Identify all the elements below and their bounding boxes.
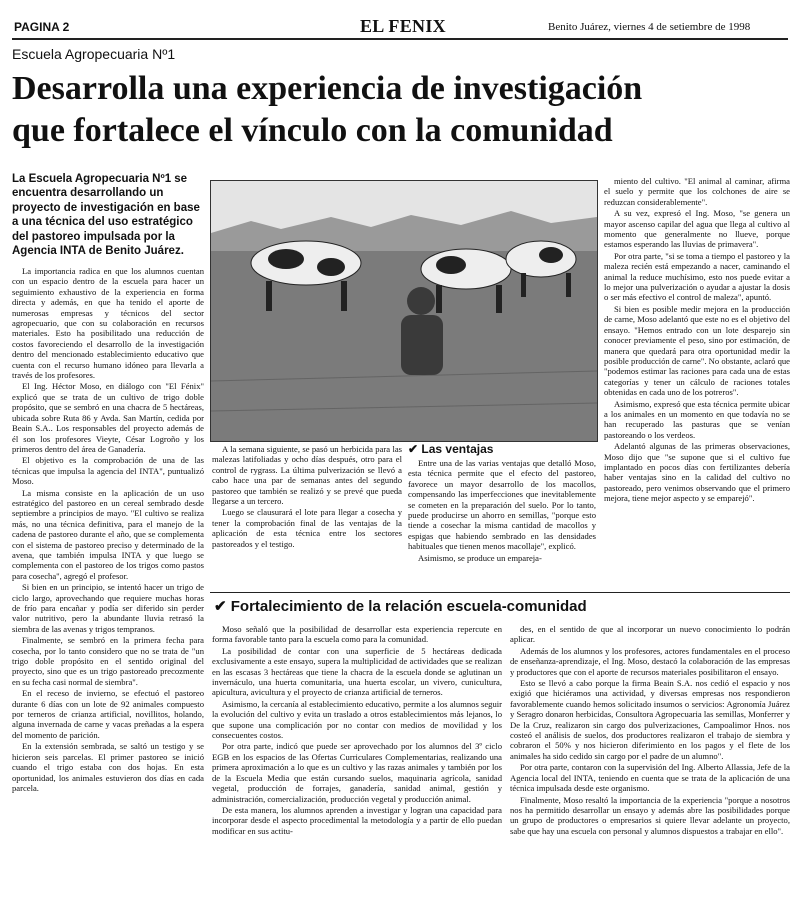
paragraph: des, en el sentido de que al incorporar un nuevo conocimiento lo podrán aplicar. — [510, 624, 790, 645]
section-rule — [210, 592, 790, 593]
checkmark-icon: ✔ — [408, 442, 419, 456]
column-6 — [510, 624, 790, 918]
paragraph: El Ing. Héctor Moso, en diálogo con "El Fénix" explicó que se trata de un cultivo de trigo doble propósito, que se sembró en una chacra de 5 hectáreas, ubicada sobre Ruta 86 y Avda. San Martín, cedida por Beain S.A.. Los responsables del proyecto además de él son los profesores Vieyte, César Logroño y los primeros dentro del área de Ganadería. — [12, 381, 204, 454]
paragraph: Asimismo, la cercanía al establecimiento educativo, permite a los alumnos seguir la evolución del cultivo y evita un traslado a otros establecimientos más lejanos, lo que supone una complicación por no contar con medios de movilidad y los consecuentes costos. — [212, 698, 502, 741]
paragraph: En la extensión sembrada, se saltó un testigo y se hicieron seis parcelas. El primer pastoreo se inició cuando el trigo estaba con dos hojas. En esta oportunidad, los animales estuvieron dos días en cada parcela. — [12, 741, 204, 793]
newspaper-name: EL FENIX — [360, 16, 446, 36]
subheading-ventajas — [408, 442, 493, 456]
column-2 — [212, 444, 402, 584]
paragraph: En el receso de invierno, se efectuó el pastoreo durante 6 días con un lote de 92 animales compuesto por terneros de crianza artificial, novillitos, holando, alguna invernada de carne y vacas preñadas a la espera del momento de parición. — [12, 688, 204, 740]
subheading-label: Las ventajas — [421, 442, 494, 456]
paragraph: De esta manera, los alumnos aprenden a investigar y logran una capacidad para incorporar desde el aspecto procedimental la metodología y a partir de ello puedan modificar en sus actitu- — [212, 804, 502, 836]
column-1 — [12, 266, 204, 918]
header-rule — [12, 38, 788, 40]
headline-line-1: Desarrolla una experiencia de investigación — [12, 70, 643, 107]
section-heading — [214, 597, 587, 615]
paragraph: Si bien en un principio, se intentó hacer un trigo de ciclo largo, aprovechando que requiere muchas horas de frío para encañar y podía ser diferido sin perder valor nutritivo, pero la abundante lluvia retrasó la siembra de las avenas y trigos tempranos. — [12, 582, 204, 634]
paragraph: Por otra parte, contaron con la supervisión del Ing. Alberto Allassia, Jefe de la Agencia local del INTA, teniendo en cuenta que se trata de la aplicación de una técnica impulsada desde este organismo. — [510, 762, 790, 794]
paragraph: Entre una de las varias ventajas que detalló Moso, esta técnica permite que el efecto del pastoreo, favorece un mayor desarrollo de los macollos, compensando las imperfecciones que inevitablemente se cometen en la preparación del suelo. Por lo tanto, puede producirse un ahorro en semillas, "porque esto tiende a cosechar la misma cantidad de macollos y espigas que habiendo sembrado en las densidades habituales que tienen menos macollaje", explicó. — [408, 458, 596, 552]
paragraph: Finalmente, se sembró en la primera fecha para cosecha, por lo tanto considero que no se trata de "un trigo doble propósito en el sentido original del proyecto, sino que es un trigo pastoreado precozmente en su fecha casi normal de siembra". — [12, 635, 204, 687]
paragraph: El objetivo es la comprobación de una de las técnicas que impulsa la agencia del INTA", puntualizó Moso. — [12, 455, 204, 487]
paragraph: Por otra parte, "si se toma a tiempo el pastoreo y la maleza recién está empezando a nacer, caminando el animal la reduce muchísimo, esto nos puede evitar a lo mejor una pulverización o ayudar a ajustar la dosis o ser más efectivo el control de maleza", apuntó. — [604, 250, 790, 303]
paragraph: Moso señaló que la posibilidad de desarrollar esta experiencia repercute en forma favorable tanto para la escuela como para la comunidad. — [212, 624, 502, 645]
section-heading-label: Fortalecimiento de la relación escuela-comunidad — [230, 598, 587, 615]
headline-line-2: que fortalece el vínculo con la comunidad — [12, 112, 613, 149]
paragraph: Esto se llevó a cabo porque la firma Beain S.A. nos cedió el espacio y nos exigió que hiciéramos una actividad, y diversas empresas nos respondieron favorablemente cuando hemos solicitado insumos o servicios: Agronomía Juárez y Seragro donaron herbicidas, Consultora Agropecuaria las semillas, Monferrer y De la Cruz, realizaron sin cargo dos pulverizaciones, Campoalimor Hnos. nos costeó el análisis de suelos, dos productores realizaron el trabajo de siembra y cobraron el 50% y nos hicieron diferimiento en los pagos y el flete de los animales ha sido cedido sin cargo por el padre de un alumno". — [510, 678, 790, 761]
paragraph: Además de los alumnos y los profesores, actores fundamentales en el proceso de enseñanza-aprendizaje, el Ing. Moso, destacó la colaboración de las empresas y productores que con el aporte de recursos materiales posibilitaron el ensayo. — [510, 645, 790, 677]
paragraph: La misma consiste en la aplicación de un uso estratégico del pastoreo en un cereal sembrado desde septiembre a principios de mayo. "El cultivo se realiza más, no una técnica definitiva, para el manejo de la cadena de pastoreo durante el año, que se complementa con el sistema de pastoreo preciso y determinado de la avena, que también impulsa INTA y que luego se complementa con el pastoreo de los trigos como pastos para cosecha", agregó el profesor. — [12, 487, 204, 581]
paragraph: Finalmente, Moso resaltó la importancia de la experiencia "porque a nosotros nos ha permitido desarrollar un ensayo y además abre las posibilidades porque un grupo de productores o empresarios si quiere llevar adelante un proyecto, sabe que hay una escuela con personal y alumnos dispuestos a trabajar en ello". — [510, 794, 790, 836]
paragraph: Luego se clausurará el lote para llegar a cosecha y tener la comprobación final de las ventajas de la aplicación de esta técnica entre los sectores pastoreados y el testigo. — [212, 507, 402, 549]
kicker: Escuela Agropecuaria Nº1 — [12, 46, 176, 62]
paragraph: A la semana siguiente, se pasó un herbicida para las malezas latifoliadas y ocho días después, otro para el control de rygrass. La última pulverización se llevó a cabo hace una par de semanas antes del segundo pastoreo que también se realizó y se prevé que pueda llegarse a un tercero. — [212, 444, 402, 507]
paragraph: miento del cultivo. "El animal al caminar, afirma el suelo y permite que los colchones de aire se reduzcan considerablemente". — [604, 176, 790, 207]
paragraph: Si bien es posible medir mejora en la producción de carne, Moso adelantó que este no es el objetivo del ensayo. "Hemos entrado con un lote desparejo sin conocer previamente el peso, sino por estimación, de manera que quedará para otra oportunidad medir la posible producción de carne". No obstante, aclaró que "podemos estimar las raciones para cada una de estas categorías y tener un cálculo de raciones totales obtenidas en cada uno de los potreros". — [604, 303, 790, 398]
paragraph: A su vez, expresó el Ing. Moso, "se genera un mayor ascenso capilar del agua que llega al cultivo al momento que generalmente no llueve, porque estamos esperando las lluvias de primavera". — [604, 208, 790, 250]
paragraph: Asimismo, se produce un empareja- — [418, 552, 542, 563]
column-3 — [408, 458, 596, 584]
column-5 — [212, 624, 502, 918]
lead-paragraph: La Escuela Agropecuaria Nº1 se encuentra desarrollando un proyecto de investigación en base a una técnica del uso estratégico del pastoreo impulsada por la Agencia INTA de Benito Juárez. — [12, 173, 200, 258]
page-number: PAGINA 2 — [14, 20, 70, 34]
paragraph: Por otra parte, indicó que puede ser aprovechado por los alumnos del 3º ciclo EGB en los espacios de las Ofertas Curriculares Complementarias, realizando una primera aproximación a lo que es un cultivo y las razas animales y también por los de la Escuela Media que están cursando suelos, maquinaria agrícola, sanidad vegetal, producción de forrajes, ganadería, sanidad animal, gestión y administración, comercialización, producción vegetal y producción animal. — [212, 741, 502, 804]
dateline: Benito Juárez, viernes 4 de setiembre de 1998 — [548, 21, 751, 33]
checkmark-icon: ✔ — [214, 598, 227, 615]
column-4 — [604, 176, 790, 586]
cattle-photo — [210, 180, 598, 442]
paragraph: Adelantó algunas de las primeras observaciones, Moso dijo que "se supone que si el cultivo fue implantado en pocos días con fertilizantes debería haber ventajas sino en la calidad del cultivo no pastoreado, pero venimos observando que el primero mejora, tiene mejor aspecto y se emparejó". — [604, 441, 790, 504]
paragraph: La posibilidad de contar con una superficie de 5 hectáreas dedicada exclusivamente a este ensayo, supera la multiplicidad de actividades que se realizan en las escasas 3 hectáreas que tiene la chacra de la escuela donde se aglutinan un invernáculo, una huerta comunitaria, una huerta escolar, un vivero, cunicultura, apicultura, avicultura y el proyecto de crianza artificial de terneros. — [212, 645, 502, 698]
paragraph: La importancia radica en que los alumnos cuentan con un espacio dentro de la escuela para hacer un seguimiento exhaustivo de la experiencia en forma directa y además, en que ha tenido el aporte de numerosas empresas y técnicos del sector agropecuario, que con su colaboración en recursos materiales. Esto ha posibilitado una reducción de costos favoreciendo el desarrollo de la investigación dentro del mencionado establecimiento educativo que cuenta con el recurso humano idóneo para llevarla a través de los profesores. — [12, 266, 204, 381]
cattle-photo-image — [211, 181, 597, 441]
paragraph: Asimismo, expresó que esta técnica permite ubicar a los animales en un momento en que todavía no se han recuperado las pasturas que se venían pastoreando o los verdeos. — [604, 398, 790, 440]
